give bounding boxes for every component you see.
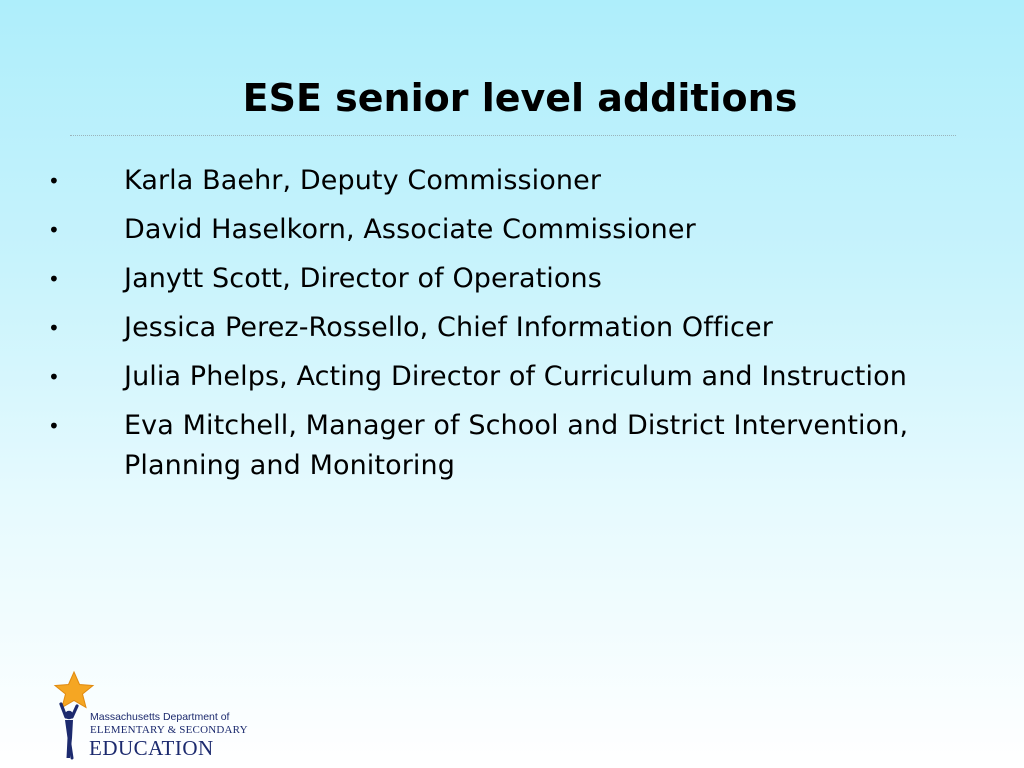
bullet-text: Julia Phelps, Acting Director of Curriculum and Instruction: [124, 361, 907, 392]
ese-logo: [48, 668, 288, 763]
bullet-item: [0, 161, 1000, 201]
bullet-dot: •: [48, 365, 60, 389]
logo-line-department: Massachusetts Department of: [90, 711, 230, 723]
bullet-text: David Haselkorn, Associate Commissioner: [124, 214, 696, 245]
bullet-text: Jessica Perez-Rossello, Chief Information Officer: [124, 312, 773, 343]
bullet-item: [0, 259, 1000, 299]
bullet-item: [0, 308, 1000, 348]
logo-line-elementary-secondary: ELEMENTARY & SECONDARY: [90, 724, 248, 736]
bullet-item: [0, 210, 1000, 250]
logo-star-shape: [55, 672, 93, 708]
bullet-list: [0, 161, 1000, 495]
bullet-dot: •: [48, 414, 60, 438]
title-divider: [70, 135, 956, 136]
bullet-text: Karla Baehr, Deputy Commissioner: [124, 165, 602, 196]
bullet-item: [0, 406, 1000, 486]
bullet-text: Eva Mitchell, Manager of School and District Intervention, Planning and Monitoring: [124, 410, 909, 481]
bullet-dot: •: [48, 169, 60, 193]
bullet-dot: •: [48, 316, 60, 340]
logo-line-education: EDUCATION: [89, 736, 214, 760]
bullet-text: Janytt Scott, Director of Operations: [124, 263, 602, 294]
bullet-item: [0, 357, 1000, 397]
slide-title: ESE senior level additions: [242, 76, 798, 120]
bullet-dot: •: [48, 267, 60, 291]
bullet-dot: •: [48, 218, 60, 242]
